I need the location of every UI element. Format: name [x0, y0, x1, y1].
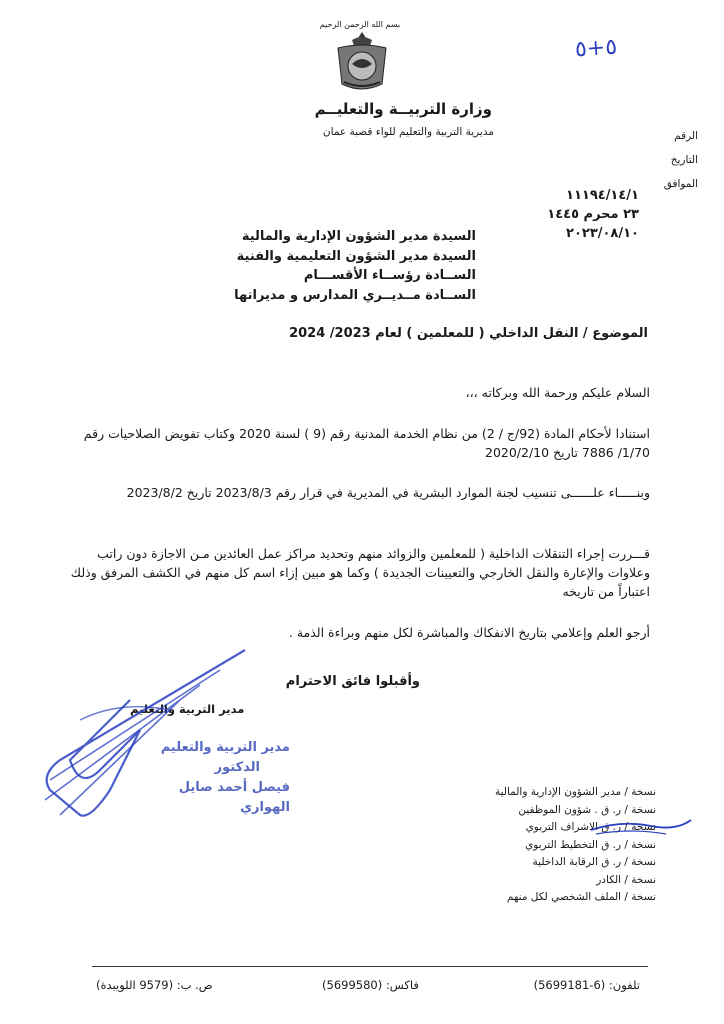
- reference-block: [547, 186, 639, 243]
- basmala: بسم الله الرحمن الرحيم: [319, 20, 401, 29]
- reference-number: ١١١٩٤/١٤/١: [566, 188, 639, 203]
- paragraph: قـــررت إجراء التنقلات الداخلية ( للمعلمين والزوائد منهم وتحديد مراكز عمل العائدين مـن الاجازة دون راتب وعلاوات والإعارة والنقل الخارجي والتعيينات الجديدة ) وكما هو مبين إزاء اسم كل منهم في الكشف المرفق وذلك اعتباراً من تاريخه: [70, 546, 650, 599]
- paragraph: استنادا لأحكام المادة (92/ج / 2) من نظام الخدمة المدنية رقم (9 ) لسنة 2020 وكتاب تفويض الصلاحيات رقم 1/70/ 7886 تاريخ 2020/2/10: [83, 426, 650, 460]
- stamp-line: الدكتور: [214, 760, 260, 775]
- addressee: السيدة مدير الشؤون الإدارية والمالية: [241, 229, 476, 244]
- footer-fax: فاكس: (5699580): [322, 978, 419, 992]
- copy-item: نسخة / الملف الشخصي لكل منهم: [506, 891, 656, 903]
- hijri-date: ٢٣ محرم ١٤٤٥: [547, 207, 639, 222]
- addressees: [234, 227, 476, 305]
- ministry-name: وزارة التربيــة والتعليــم: [314, 100, 492, 118]
- copy-item: نسخة / ر. ق الرقابة الداخلية: [532, 856, 656, 868]
- footer-phone: تلفون: (6-5699181): [533, 978, 640, 992]
- stamp-line: فيصل أحمد صايل الهواري: [178, 780, 290, 815]
- paragraph: أرجو العلم وإعلامي بتاريخ الانفكاك والمباشرة لكل منهم وبراءة الذمة .: [288, 625, 650, 640]
- subject-line: الموضوع / النقل الداخلي ( للمعلمين ) لعام 2023/ 2024: [289, 326, 648, 341]
- copy-item: نسخة / الكادر: [596, 873, 656, 886]
- corresponding-label: الموافق: [663, 178, 698, 190]
- stamp-line: مدير التربية والتعليم: [160, 740, 290, 755]
- number-label: الرقم: [674, 130, 698, 142]
- copies-list: [495, 784, 656, 907]
- handwritten-number: ٥+٥: [574, 34, 618, 63]
- date-label: التاريخ: [670, 154, 698, 166]
- addressee: الســادة مــديــري المدارس و مديراتها: [234, 287, 476, 303]
- directorate-name: مديرية التربية والتعليم للواء قصبة عمان: [322, 126, 494, 138]
- greeting: السلام عليكم ورحمة الله وبركاته ،،،: [465, 385, 650, 400]
- paragraph: وبنـــــاء علــــــى تنسيب لجنة الموارد البشرية في المديرية في قرار رقم 2023/8/3 تاريخ 2023/8/2: [126, 485, 650, 500]
- copy-item: نسخة / ر. ق . شؤون الموظفين: [518, 803, 656, 816]
- jordan-emblem-icon: [330, 30, 394, 92]
- copy-item: نسخة / مدير الشؤون الإدارية والمالية: [494, 786, 656, 798]
- signature-title: مدير التربية والتعليم: [130, 702, 245, 716]
- copy-item: نسخة / ر. ق التخطيط التربوي: [525, 838, 656, 851]
- addressee: الســادة رؤســاء الأقســـام: [303, 268, 476, 283]
- footer-divider: [92, 966, 648, 967]
- closing: وأقبلوا فائق الاحترام: [285, 674, 420, 689]
- copy-item: نسخة / ر. ق الاشراف التربوي: [525, 821, 656, 833]
- signature-stamp: [130, 738, 290, 818]
- addressee: السيدة مدير الشؤون التعليمية والفنية: [236, 248, 476, 264]
- meta-labels: [664, 124, 698, 196]
- footer-po-box: ص. ب: (9579 اللويبدة): [96, 978, 213, 992]
- gregorian-date: ٢٠٢٣/٠٨/١٠: [566, 226, 639, 241]
